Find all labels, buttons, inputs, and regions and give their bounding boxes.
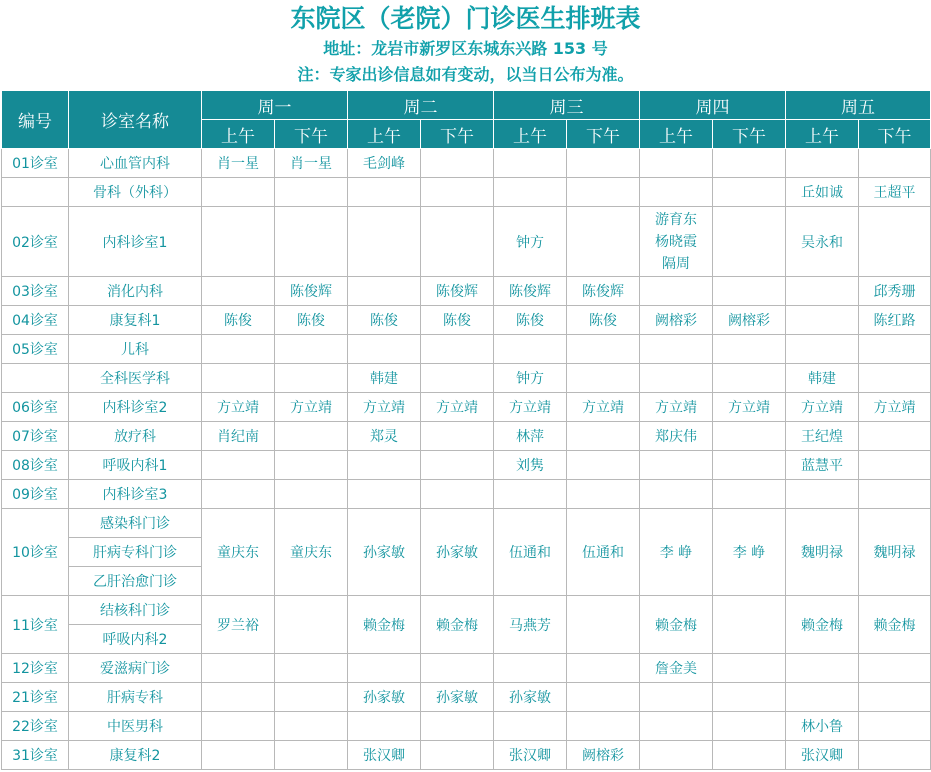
doctor-cell <box>567 335 640 364</box>
table-row <box>2 178 931 207</box>
doctor-cell <box>567 480 640 509</box>
doctor-cell: 赖金梅 <box>421 596 494 654</box>
doctor-cell <box>202 712 275 741</box>
header-am: 上午 <box>202 120 275 149</box>
header-am: 上午 <box>348 120 421 149</box>
doctor-cell: 张汉卿 <box>786 741 859 770</box>
doctor-cell <box>421 178 494 207</box>
doctor-cell <box>421 335 494 364</box>
doctor-cell <box>275 480 348 509</box>
doctor-cell: 方立靖 <box>421 393 494 422</box>
schedule-table <box>1 90 931 770</box>
doctor-cell <box>640 712 713 741</box>
room-name: 消化内科 <box>69 277 202 306</box>
doctor-cell <box>421 422 494 451</box>
doctor-cell <box>786 480 859 509</box>
table-row <box>2 596 931 625</box>
room-name: 结核科门诊 <box>69 596 202 625</box>
doctor-cell <box>713 741 786 770</box>
doctor-cell: 阙榕彩 <box>640 306 713 335</box>
room-name: 内科诊室2 <box>69 393 202 422</box>
doctor-cell <box>421 364 494 393</box>
doctor-cell <box>859 654 931 683</box>
doctor-cell <box>859 207 931 277</box>
doctor-cell: 蓝慧平 <box>786 451 859 480</box>
doctor-cell <box>348 712 421 741</box>
doctor-cell: 伍通和 <box>494 509 567 596</box>
doctor-cell <box>640 178 713 207</box>
doctor-cell <box>202 364 275 393</box>
room-name: 呼吸内科1 <box>69 451 202 480</box>
doctor-cell <box>202 741 275 770</box>
doctor-cell: 魏明禄 <box>786 509 859 596</box>
room-id: 04诊室 <box>2 306 69 335</box>
doctor-cell: 张汉卿 <box>494 741 567 770</box>
doctor-cell: 方立靖 <box>348 393 421 422</box>
doctor-cell <box>494 480 567 509</box>
doctor-cell <box>202 683 275 712</box>
doctor-cell: 吴永和 <box>786 207 859 277</box>
room-name: 儿科 <box>69 335 202 364</box>
doctor-cell <box>275 207 348 277</box>
header-pm: 下午 <box>421 120 494 149</box>
doctor-cell: 王纪煌 <box>786 422 859 451</box>
doctor-cell <box>713 277 786 306</box>
room-id: 21诊室 <box>2 683 69 712</box>
doctor-cell: 陈俊 <box>202 306 275 335</box>
table-body <box>2 149 931 770</box>
doctor-cell <box>859 335 931 364</box>
doctor-cell: 钟方 <box>494 364 567 393</box>
doctor-cell <box>640 480 713 509</box>
doctor-cell: 陈俊辉 <box>275 277 348 306</box>
doctor-cell: 方立靖 <box>786 393 859 422</box>
room-name: 肝病专科门诊 <box>69 538 202 567</box>
table-row <box>2 422 931 451</box>
doctor-cell <box>713 207 786 277</box>
doctor-cell <box>494 149 567 178</box>
room-name: 感染科门诊 <box>69 509 202 538</box>
doctor-cell <box>421 149 494 178</box>
doctor-cell: 林萍 <box>494 422 567 451</box>
table-row <box>2 335 931 364</box>
room-name: 乙肝治愈门诊 <box>69 567 202 596</box>
doctor-cell <box>494 712 567 741</box>
doctor-cell <box>567 207 640 277</box>
header-am: 上午 <box>640 120 713 149</box>
doctor-cell: 魏明禄 <box>859 509 931 596</box>
doctor-cell <box>348 277 421 306</box>
doctor-cell: 陈俊 <box>494 306 567 335</box>
table-row <box>2 451 931 480</box>
doctor-cell: 陈俊 <box>421 306 494 335</box>
doctor-cell <box>859 480 931 509</box>
doctor-cell <box>640 741 713 770</box>
doctor-cell <box>567 422 640 451</box>
room-id: 08诊室 <box>2 451 69 480</box>
doctor-cell: 童庆东 <box>202 509 275 596</box>
doctor-cell: 韩建 <box>348 364 421 393</box>
doctor-cell <box>713 480 786 509</box>
doctor-cell <box>348 451 421 480</box>
doctor-cell: 阙榕彩 <box>567 741 640 770</box>
room-id: 07诊室 <box>2 422 69 451</box>
header-room: 诊室名称 <box>69 91 202 149</box>
room-name: 中医男科 <box>69 712 202 741</box>
room-name: 呼吸内科2 <box>69 625 202 654</box>
doctor-cell: 孙家敏 <box>421 683 494 712</box>
doctor-cell: 童庆东 <box>275 509 348 596</box>
doctor-cell <box>275 451 348 480</box>
doctor-cell <box>421 654 494 683</box>
doctor-cell: 方立靖 <box>567 393 640 422</box>
doctor-cell: 伍通和 <box>567 509 640 596</box>
address-line: 地址：龙岩市新罗区东城东兴路 153 号 <box>323 39 608 58</box>
doctor-cell <box>275 364 348 393</box>
doctor-cell <box>640 335 713 364</box>
room-name: 康复科1 <box>69 306 202 335</box>
doctor-cell <box>275 741 348 770</box>
doctor-cell <box>713 178 786 207</box>
doctor-cell <box>786 654 859 683</box>
doctor-cell <box>713 422 786 451</box>
doctor-cell <box>202 207 275 277</box>
header-am: 上午 <box>786 120 859 149</box>
doctor-cell: 张汉卿 <box>348 741 421 770</box>
table-row <box>2 306 931 335</box>
doctor-cell <box>348 207 421 277</box>
doctor-cell: 郑庆伟 <box>640 422 713 451</box>
doctor-cell: 丘如诚 <box>786 178 859 207</box>
room-id: 12诊室 <box>2 654 69 683</box>
room-name: 心血管内科 <box>69 149 202 178</box>
doctor-cell <box>640 149 713 178</box>
doctor-cell: 赖金梅 <box>348 596 421 654</box>
doctor-cell: 陈俊辉 <box>567 277 640 306</box>
doctor-cell: 刘隽 <box>494 451 567 480</box>
doctor-cell <box>786 683 859 712</box>
doctor-cell <box>859 451 931 480</box>
doctor-cell <box>275 712 348 741</box>
doctor-cell <box>786 149 859 178</box>
table-row <box>2 741 931 770</box>
doctor-cell <box>202 480 275 509</box>
doctor-cell <box>348 335 421 364</box>
doctor-cell <box>494 335 567 364</box>
doctor-cell: 钟方 <box>494 207 567 277</box>
table-row <box>2 480 931 509</box>
doctor-cell: 陈俊 <box>275 306 348 335</box>
doctor-cell <box>421 451 494 480</box>
header-pm: 下午 <box>713 120 786 149</box>
doctor-cell <box>421 480 494 509</box>
room-id <box>2 364 69 393</box>
room-name: 骨科（外科） <box>69 178 202 207</box>
doctor-cell <box>421 741 494 770</box>
doctor-cell <box>202 335 275 364</box>
doctor-cell <box>567 683 640 712</box>
doctor-cell <box>275 683 348 712</box>
doctor-cell: 王超平 <box>859 178 931 207</box>
page-title: 东院区（老院）门诊医生排班表 <box>290 4 641 33</box>
table-row <box>2 393 931 422</box>
doctor-cell <box>713 596 786 654</box>
doctor-cell <box>859 741 931 770</box>
doctor-cell <box>640 683 713 712</box>
room-id: 02诊室 <box>2 207 69 277</box>
doctor-cell: 李 峥 <box>713 509 786 596</box>
doctor-cell: 韩建 <box>786 364 859 393</box>
doctor-cell <box>348 178 421 207</box>
room-name: 康复科2 <box>69 741 202 770</box>
doctor-cell <box>567 596 640 654</box>
room-name: 内科诊室3 <box>69 480 202 509</box>
doctor-cell: 郑灵 <box>348 422 421 451</box>
doctor-cell <box>640 451 713 480</box>
doctor-cell <box>859 683 931 712</box>
doctor-cell <box>713 451 786 480</box>
header-pm: 下午 <box>859 120 931 149</box>
table-header <box>2 91 931 149</box>
doctor-cell: 赖金梅 <box>640 596 713 654</box>
doctor-cell <box>494 178 567 207</box>
doctor-cell: 游育东 杨晓霞 隔周 <box>640 207 713 277</box>
doctor-cell: 方立靖 <box>713 393 786 422</box>
table-row <box>2 654 931 683</box>
table-row <box>2 509 931 538</box>
doctor-cell: 陈俊辉 <box>494 277 567 306</box>
doctor-cell: 阙榕彩 <box>713 306 786 335</box>
room-name: 肝病专科 <box>69 683 202 712</box>
table-row <box>2 149 931 178</box>
room-name: 全科医学科 <box>69 364 202 393</box>
doctor-cell <box>859 712 931 741</box>
doctor-cell: 孙家敏 <box>494 683 567 712</box>
table-row <box>2 712 931 741</box>
room-name: 内科诊室1 <box>69 207 202 277</box>
doctor-cell: 毛剑峰 <box>348 149 421 178</box>
doctor-cell <box>421 207 494 277</box>
room-id: 03诊室 <box>2 277 69 306</box>
room-id: 06诊室 <box>2 393 69 422</box>
room-id: 09诊室 <box>2 480 69 509</box>
doctor-cell <box>859 364 931 393</box>
room-id: 01诊室 <box>2 149 69 178</box>
doctor-cell <box>202 654 275 683</box>
doctor-cell <box>348 654 421 683</box>
header-day-wed: 周三 <box>494 91 640 120</box>
doctor-cell <box>494 654 567 683</box>
doctor-cell: 陈俊 <box>567 306 640 335</box>
room-id: 22诊室 <box>2 712 69 741</box>
doctor-cell: 肖一星 <box>202 149 275 178</box>
doctor-cell: 詹金美 <box>640 654 713 683</box>
doctor-cell: 方立靖 <box>494 393 567 422</box>
doctor-cell: 方立靖 <box>859 393 931 422</box>
doctor-cell <box>421 712 494 741</box>
doctor-cell <box>713 683 786 712</box>
doctor-cell <box>786 306 859 335</box>
doctor-cell <box>859 149 931 178</box>
doctor-cell <box>567 149 640 178</box>
doctor-cell: 林小鲁 <box>786 712 859 741</box>
doctor-cell <box>275 654 348 683</box>
room-name: 放疗科 <box>69 422 202 451</box>
header-id: 编号 <box>2 91 69 149</box>
doctor-cell <box>713 149 786 178</box>
header-day-thu: 周四 <box>640 91 786 120</box>
notice-line: 注：专家出诊信息如有变动，以当日公布为准。 <box>297 65 634 84</box>
header-day-tue: 周二 <box>348 91 494 120</box>
doctor-cell: 孙家敏 <box>421 509 494 596</box>
room-id: 10诊室 <box>2 509 69 596</box>
doctor-cell: 陈红路 <box>859 306 931 335</box>
header-day-mon: 周一 <box>202 91 348 120</box>
table-row <box>2 277 931 306</box>
doctor-cell <box>202 178 275 207</box>
doctor-cell: 陈俊辉 <box>421 277 494 306</box>
doctor-cell <box>348 480 421 509</box>
doctor-cell: 肖一星 <box>275 149 348 178</box>
doctor-cell <box>713 335 786 364</box>
header-pm: 下午 <box>567 120 640 149</box>
doctor-cell <box>275 335 348 364</box>
room-id: 31诊室 <box>2 741 69 770</box>
doctor-cell <box>567 364 640 393</box>
doctor-cell <box>713 364 786 393</box>
doctor-cell <box>567 712 640 741</box>
doctor-cell <box>567 178 640 207</box>
room-id: 11诊室 <box>2 596 69 654</box>
doctor-cell: 赖金梅 <box>859 596 931 654</box>
header-day-fri: 周五 <box>786 91 931 120</box>
doctor-cell <box>786 335 859 364</box>
doctor-cell: 方立靖 <box>202 393 275 422</box>
doctor-cell <box>640 277 713 306</box>
doctor-cell <box>640 364 713 393</box>
doctor-cell <box>713 712 786 741</box>
doctor-cell: 马燕芳 <box>494 596 567 654</box>
room-id <box>2 178 69 207</box>
table-row <box>2 207 931 277</box>
room-id: 05诊室 <box>2 335 69 364</box>
doctor-cell <box>275 422 348 451</box>
doctor-cell <box>859 422 931 451</box>
doctor-cell: 方立靖 <box>640 393 713 422</box>
doctor-cell: 陈俊 <box>348 306 421 335</box>
doctor-cell <box>275 596 348 654</box>
doctor-cell: 肖纪南 <box>202 422 275 451</box>
doctor-cell <box>202 277 275 306</box>
room-name: 爱滋病门诊 <box>69 654 202 683</box>
doctor-cell <box>786 277 859 306</box>
doctor-cell <box>275 178 348 207</box>
header-am: 上午 <box>494 120 567 149</box>
doctor-cell <box>567 654 640 683</box>
header-pm: 下午 <box>275 120 348 149</box>
doctor-cell: 罗兰裕 <box>202 596 275 654</box>
doctor-cell: 赖金梅 <box>786 596 859 654</box>
doctor-cell <box>567 451 640 480</box>
table-row <box>2 364 931 393</box>
table-row <box>2 683 931 712</box>
doctor-cell <box>713 654 786 683</box>
doctor-cell <box>202 451 275 480</box>
doctor-cell: 孙家敏 <box>348 509 421 596</box>
doctor-cell: 邱秀珊 <box>859 277 931 306</box>
doctor-cell: 李 峥 <box>640 509 713 596</box>
doctor-cell: 孙家敏 <box>348 683 421 712</box>
doctor-cell: 方立靖 <box>275 393 348 422</box>
